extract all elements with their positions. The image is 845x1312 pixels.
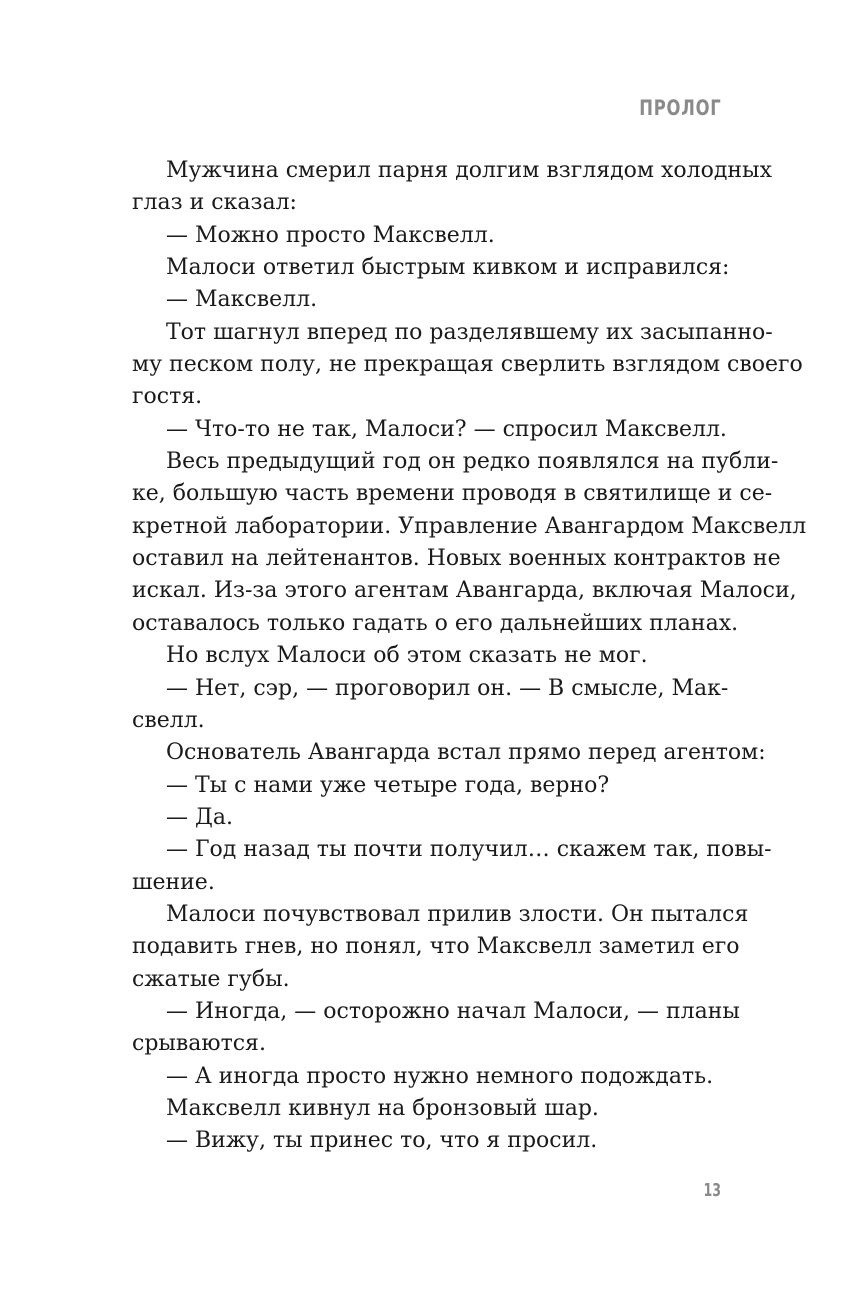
text-line: — Что-то не так, Малоси? — спросил Максвелл.: [166, 416, 727, 442]
text-line: — Ты с нами уже четыре года, верно?: [166, 772, 610, 798]
text-line: шение.: [132, 869, 215, 895]
text-line: Весь предыдущий год он редко появлялся на публи-: [166, 449, 779, 475]
text-line: глаз и сказал:: [132, 190, 297, 216]
text-line: — Вижу, ты принес то, что я просил.: [166, 1128, 598, 1154]
text-line: подавить гнев, но понял, что Максвелл заметил его: [132, 934, 740, 960]
text-line: Тот шагнул вперед по разделявшему их засыпанно-: [166, 319, 773, 345]
text-line: — Нет, сэр, — проговорил он. — В смысле, Мак-: [166, 675, 729, 701]
text-line: оставалось только гадать о его дальнейших планах.: [132, 610, 739, 636]
text-line: Малоси ответил быстрым кивком и исправился:: [166, 255, 730, 281]
text-line: кретной лаборатории. Управление Авангардом Максвелл: [132, 513, 807, 539]
text-line: — А иногда просто нужно немного подождать.: [166, 1063, 714, 1089]
text-line: Основатель Авангарда встал прямо перед агентом:: [166, 740, 766, 766]
page-number: 13: [703, 1180, 721, 1201]
text-line: — Да.: [166, 804, 233, 830]
text-line: Малоси почувствовал прилив злости. Он пытался: [166, 901, 749, 927]
text-line: — Год назад ты почти получил… скажем так, повы-: [166, 837, 772, 863]
text-line: свелл.: [132, 707, 205, 733]
text-line: му песком полу, не прекращая сверлить взглядом своего: [132, 352, 803, 378]
body-text: [132, 155, 807, 1158]
text-line: — Максвелл.: [166, 287, 318, 313]
text-line: срываются.: [132, 1031, 266, 1057]
text-line: Но вслух Малоси об этом сказать не мог.: [166, 643, 648, 669]
running-header-title: ПРОЛОГ: [638, 96, 721, 120]
text-line: оставил на лейтенантов. Новых военных контрактов не: [132, 546, 781, 572]
text-line: — Иногда, — осторожно начал Малоси, — планы: [166, 998, 740, 1024]
text-line: ке, большую часть времени проводя в святилище и се-: [132, 481, 773, 507]
text-line: Максвелл кивнул на бронзовый шар.: [166, 1095, 599, 1121]
text-line: искал. Из-за этого агентам Авангарда, включая Малоси,: [132, 578, 797, 604]
text-line: сжатые губы.: [132, 966, 290, 992]
text-line: гостя.: [132, 384, 203, 410]
text-line: — Можно просто Максвелл.: [166, 222, 495, 248]
text-line: Мужчина смерил парня долгим взглядом холодных: [166, 158, 772, 183]
